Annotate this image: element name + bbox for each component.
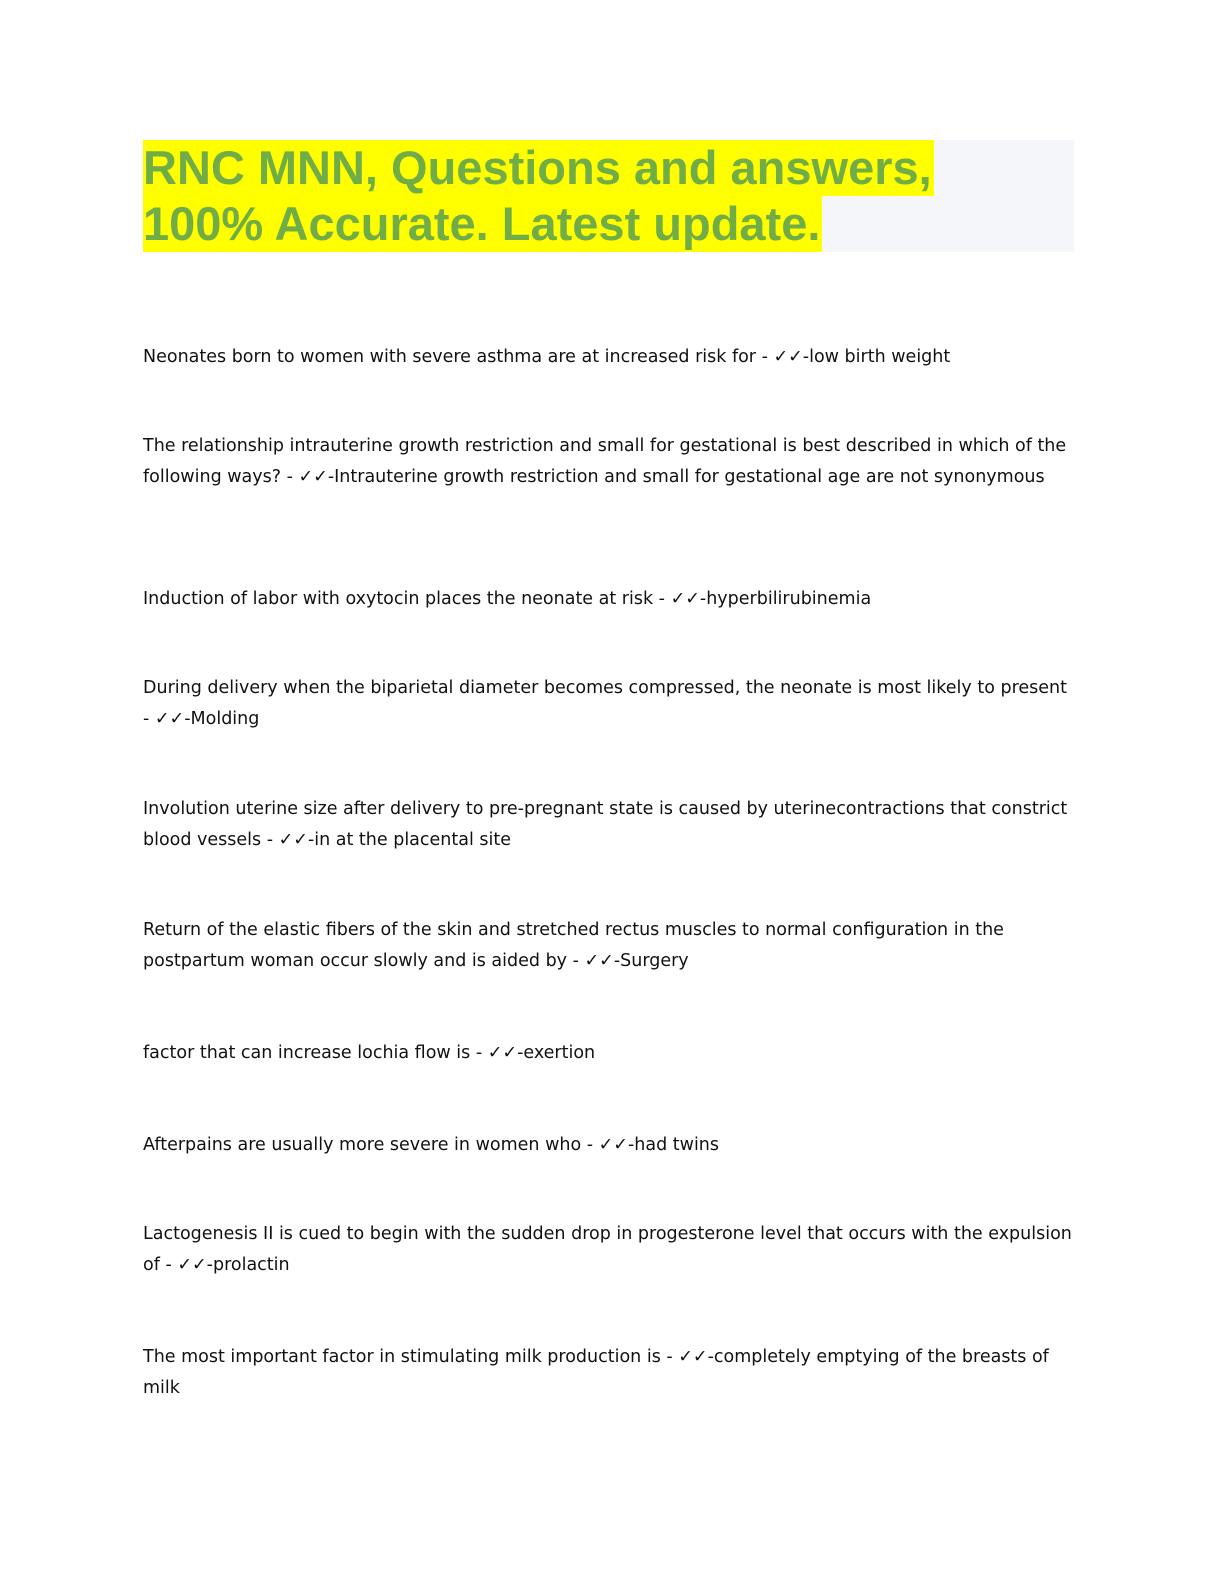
question-text: The relationship intrauterine growth restriction and small for gestational is best described in which of the following ways? xyxy=(143,436,1067,487)
qa-item-3 xyxy=(143,584,1078,615)
question-text: Lactogenesis II is cued to begin with the sudden drop in progesterone level that occurs with the expulsion of xyxy=(143,1224,1072,1275)
answer-text: -completely emptying of the breasts of milk xyxy=(143,1347,1049,1398)
separator: - xyxy=(653,589,671,609)
question-text: During delivery when the biparietal diameter becomes compressed, the neonate is most likely to present xyxy=(143,678,1067,698)
qa-item-4 xyxy=(143,673,1078,735)
qa-item-2 xyxy=(143,431,1078,493)
check-icon: ✓✓ xyxy=(773,347,803,367)
qa-item-6 xyxy=(143,915,1078,977)
check-icon: ✓✓ xyxy=(584,951,614,971)
check-icon: ✓✓ xyxy=(154,709,185,729)
check-icon: ✓✓ xyxy=(487,1043,518,1063)
document-title-block xyxy=(143,140,1074,252)
qa-item-5 xyxy=(143,794,1078,856)
separator: - xyxy=(281,467,299,487)
answer-text: -hyperbilirubinemia xyxy=(699,589,872,609)
qa-item-1 xyxy=(143,342,1078,373)
document-title-line-2: 100% Accurate. Latest update. xyxy=(143,197,821,250)
answer-text: -prolactin xyxy=(206,1255,290,1275)
document-title-line-1: RNC MNN, Questions and answers, xyxy=(143,141,932,194)
answer-text: -Intrauterine growth restriction and small for gestational age are not synonymous xyxy=(327,467,1045,487)
check-icon: ✓✓ xyxy=(298,467,328,487)
separator: - xyxy=(581,1135,599,1155)
question-text: The most important factor in stimulating milk production is xyxy=(143,1347,661,1367)
answer-text: -had twins xyxy=(627,1135,720,1155)
separator: - xyxy=(567,951,585,971)
qa-item-9 xyxy=(143,1219,1078,1281)
check-icon: ✓✓ xyxy=(598,1135,628,1155)
separator: - xyxy=(261,830,279,850)
qa-item-7 xyxy=(143,1038,1078,1069)
question-text: Induction of labor with oxytocin places the neonate at risk xyxy=(143,589,654,609)
separator: - xyxy=(159,1255,178,1275)
check-icon: ✓✓ xyxy=(670,589,700,609)
separator: - xyxy=(660,1347,679,1367)
check-icon: ✓✓ xyxy=(678,1347,708,1367)
answer-text: -exertion xyxy=(517,1043,596,1063)
separator: - xyxy=(756,347,774,367)
answer-text: -Surgery xyxy=(613,951,689,971)
question-text: Involution uterine size after delivery to pre-pregnant state is caused by uterinecontractions that constrict blood vessels xyxy=(143,799,1068,850)
separator: - xyxy=(470,1043,488,1063)
check-icon: ✓✓ xyxy=(177,1255,207,1275)
question-text: factor that can increase lochia flow is xyxy=(143,1043,471,1063)
question-text: Afterpains are usually more severe in women who xyxy=(143,1135,582,1155)
answer-text: -low birth weight xyxy=(802,347,951,367)
answer-text: -Molding xyxy=(184,709,260,729)
check-icon: ✓✓ xyxy=(278,830,308,850)
question-text: Neonates born to women with severe asthma are at increased risk for xyxy=(143,347,757,367)
separator: - xyxy=(143,709,155,729)
qa-item-8 xyxy=(143,1130,1078,1161)
question-text: Return of the elastic fibers of the skin and stretched rectus muscles to normal configuration in the postpartum woman occur slowly and is aided by xyxy=(143,920,1004,971)
answer-text: -in at the placental site xyxy=(307,830,512,850)
qa-item-10 xyxy=(143,1342,1078,1404)
